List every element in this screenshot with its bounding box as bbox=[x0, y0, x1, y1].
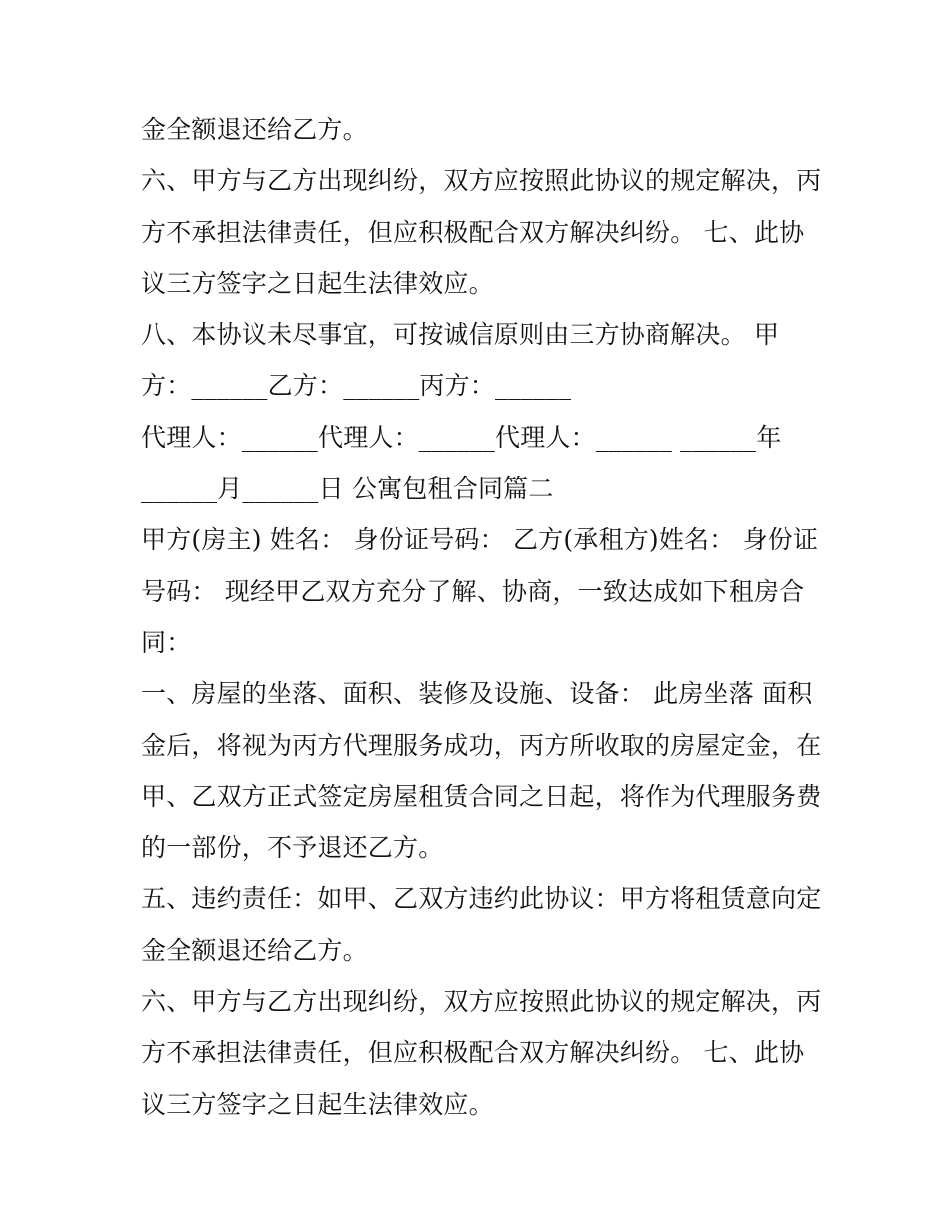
text-line: 金后，将视为丙方代理服务成功，丙方所收取的房屋定金，在 bbox=[141, 730, 822, 760]
text-line: 甲、乙双方正式签定房屋租赁合同之日起，将作为代理服务费 bbox=[141, 781, 822, 811]
text-line: 甲方(房主) 姓名： 身份证号码： 乙方(承租方)姓名： 身份证 bbox=[141, 525, 819, 555]
text-line: 的一部份，不予退还乙方。 bbox=[141, 833, 444, 863]
text-line: 方不承担法律责任，但应积极配合双方解决纠纷。 七、此协 bbox=[141, 1038, 805, 1068]
signature-line: 方：______乙方：______丙方：______ bbox=[141, 371, 572, 401]
text-line: 八、本协议未尽事宜，可按诚信原则由三方协商解决。 甲 bbox=[141, 320, 780, 350]
signature-line: 代理人：______代理人：______代理人：______ ______年 bbox=[141, 422, 782, 452]
text-line: 六、甲方与乙方出现纠纷，双方应按照此协议的规定解决，丙 bbox=[141, 987, 822, 1017]
text-line: 五、违约责任：如甲、乙双方违约此协议：甲方将租赁意向定 bbox=[141, 884, 822, 914]
text-line: 议三方签字之日起生法律效应。 bbox=[141, 1089, 494, 1119]
date-line: ______月______日 公寓包租合同篇二 bbox=[141, 474, 554, 504]
text-line: 议三方签字之日起生法律效应。 bbox=[141, 268, 494, 298]
text-line: 方不承担法律责任，但应积极配合双方解决纠纷。 七、此协 bbox=[141, 217, 805, 247]
document-body bbox=[141, 104, 821, 1130]
text-line: 号码： 现经甲乙双方充分了解、协商，一致达成如下租房合 bbox=[141, 576, 805, 606]
text-line: 同： bbox=[141, 627, 192, 657]
text-line: 金全额退还给乙方。 bbox=[141, 115, 368, 144]
text-line: 六、甲方与乙方出现纠纷，双方应按照此协议的规定解决，丙 bbox=[141, 166, 822, 196]
text-line: 金全额退还给乙方。 bbox=[141, 935, 368, 965]
text-line: 一、房屋的坐落、面积、装修及设施、设备： 此房坐落 面积 bbox=[141, 679, 813, 709]
